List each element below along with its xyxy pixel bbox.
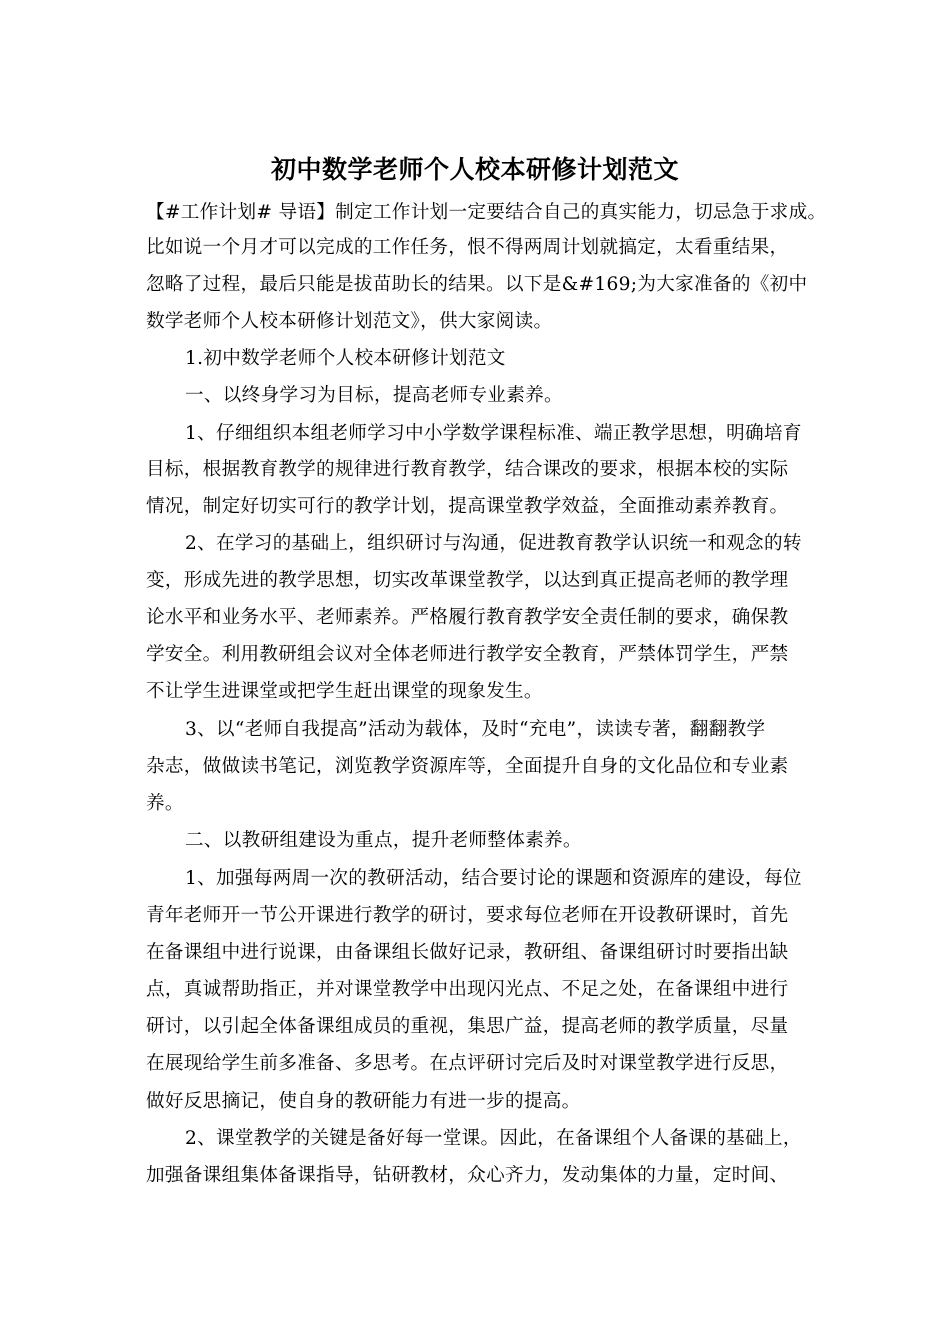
section-heading: 1.初中数学老师个人校本研修计划范文 — [185, 348, 506, 369]
intro-line-1: 【#工作计划# 导语】制定工作计划一定要结合自己的真实能力，切忌急于求成。 — [146, 202, 827, 223]
paragraph-line: 3、以“老师自我提高”活动为载体，及时“充电”，读读专著，翻翻教学 — [185, 719, 766, 740]
paragraph-line: 养。 — [146, 793, 184, 814]
paragraph-line: 加强备课组集体备课指导，钻研教材，众心齐力，发动集体的力量，定时间、 — [146, 1165, 789, 1186]
paragraph-line: 1、仔细组织本组老师学习中小学数学课程标准、端正教学思想，明确培育 — [185, 423, 802, 444]
paragraph-line: 研讨，以引起全体备课组成员的重视，集思广益，提高老师的教学质量，尽量 — [146, 1016, 789, 1037]
document-title: 初中数学老师个人校本研修计划范文 — [270, 155, 679, 184]
paragraph-line: 2、在学习的基础上，组织研讨与沟通，促进教育教学认识统一和观念的转 — [185, 533, 802, 554]
paragraph-line: 在展现给学生前多准备、多思考。在点评研讨完后及时对课堂教学进行反思， — [146, 1053, 789, 1074]
paragraph-line: 情况，制定好切实可行的教学计划，提高课堂教学效益，全面推动素养教育。 — [146, 496, 789, 517]
intro-line-2: 比如说一个月才可以完成的工作任务，恨不得两周计划就搞定，太看重结果， — [146, 237, 789, 258]
intro-line-4: 数学老师个人校本研修计划范文》，供大家阅读。 — [146, 311, 553, 332]
intro-line-3: 忽略了过程，最后只能是拔苗助长的结果。以下是&#169;为大家准备的《初中 — [146, 274, 808, 295]
paragraph-line: 做好反思摘记，使自身的教研能力有进一步的提高。 — [146, 1091, 581, 1112]
paragraph-line: 目标，根据教育教学的规律进行教育教学，结合课改的要求，根据本校的实际 — [146, 459, 789, 480]
subheading-two: 二、以教研组建设为重点，提升老师整体素养。 — [185, 830, 582, 851]
paragraph-line: 论水平和业务水平、老师素养。严格履行教育教学安全责任制的要求，确保教 — [146, 607, 789, 628]
paragraph-line: 在备课组中进行说课，由备课组长做好记录，教研组、备课组研讨时要指出缺 — [146, 942, 789, 963]
paragraph-line: 2、课堂教学的关键是备好每一堂课。因此，在备课组个人备课的基础上， — [185, 1128, 802, 1149]
paragraph-line: 青年老师开一节公开课进行教学的研讨，要求每位老师在开设教研课时，首先 — [146, 905, 789, 926]
paragraph-line: 1、加强每两周一次的教研活动，结合要讨论的课题和资源库的建设，每位 — [185, 868, 802, 889]
subheading-one: 一、以终身学习为目标，提高老师专业素养。 — [185, 385, 563, 406]
paragraph-line: 学安全。利用教研组会议对全体老师进行教学安全教育，严禁体罚学生，严禁 — [146, 644, 789, 665]
paragraph-line: 不让学生进课堂或把学生赶出课堂的现象发生。 — [146, 681, 543, 702]
paragraph-line: 变，形成先进的教学思想，切实改革课堂教学，以达到真正提高老师的教学理 — [146, 570, 789, 591]
paragraph-line: 点，真诚帮助指正，并对课堂教学中出现闪光点、不足之处，在备课组中进行 — [146, 979, 789, 1000]
paragraph-line: 杂志，做做读书笔记，浏览教学资源库等，全面提升自身的文化品位和专业素 — [146, 756, 789, 777]
